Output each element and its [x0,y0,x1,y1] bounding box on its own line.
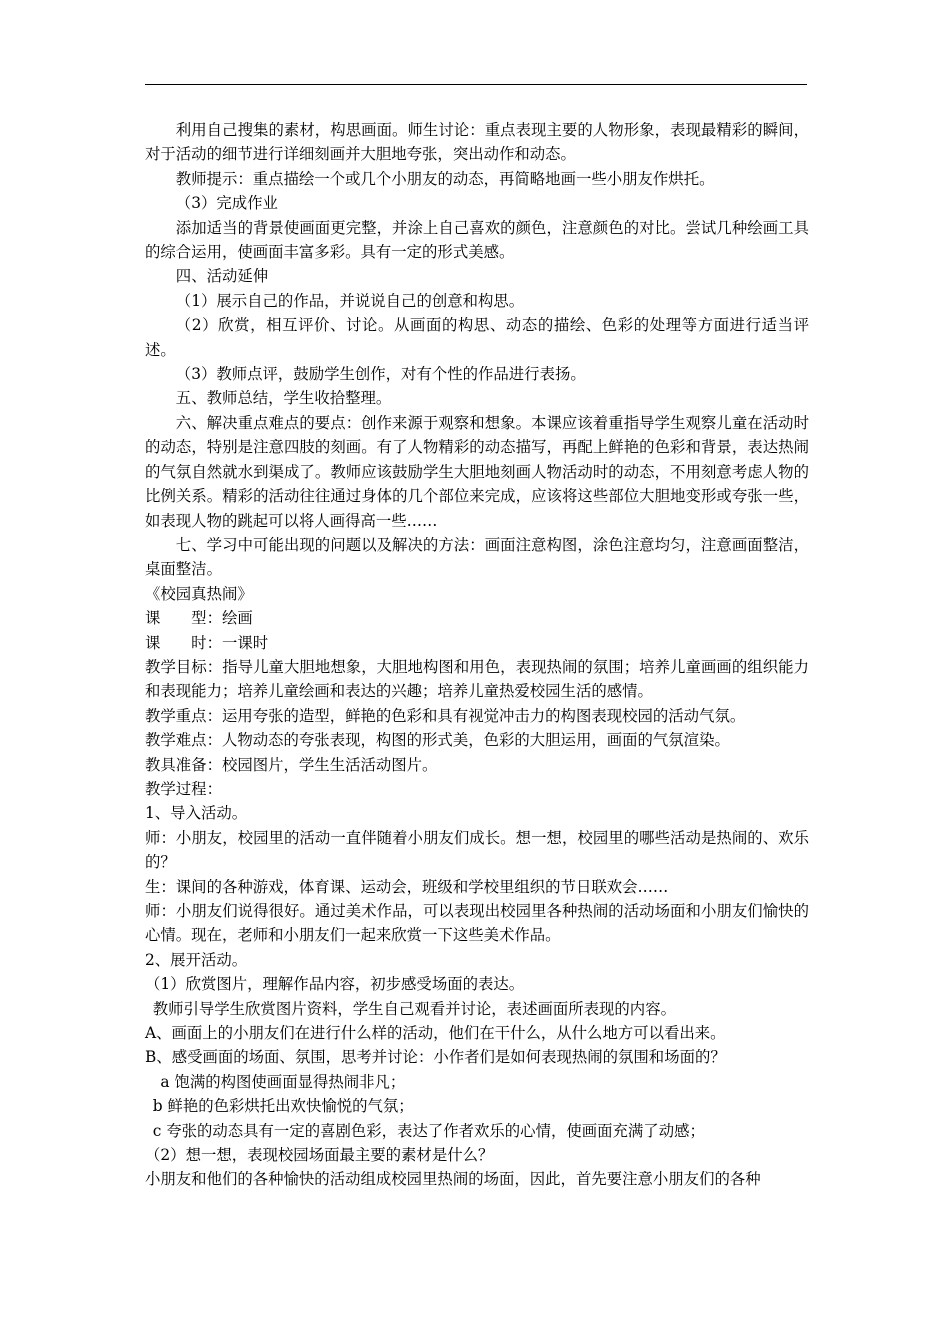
list-item: a 饱满的构图使画面显得热闹非凡； [160,1072,406,1091]
paragraph: （3）教师点评，鼓励学生创作，对有个性的作品进行表扬。 [175,365,586,384]
header-rule [145,84,807,85]
teaching-goals: 教学目标：指导儿童大胆地想象，大胆地构图和用色，表现热闹的氛围；培养儿童画画的组织能力和表现能力；培养儿童绘画和表达的兴趣；培养儿童热爱校园生活的感情。 [145,657,809,701]
paragraph: 七、学习中可能出现的问题以及解决的方法：画面注意构图，涂色注意均匀，注意画面整洁，桌面整洁。 [145,535,809,579]
teaching-process-heading: 教学过程： [145,779,222,798]
paragraph: 教师引导学生欣赏图片资料，学生自己观看并讨论，表述画面所表现的内容。 [152,999,676,1018]
section-heading: 五、教师总结，学生收拾整理。 [175,389,392,408]
paragraph: A、画面上的小朋友们在进行什么样的活动，他们在干什么，从什么地方可以看出来。 [145,1024,726,1043]
paragraph: （1）展示自己的作品，并说说自己的创意和构思。 [175,291,525,310]
list-item: b 鲜艳的色彩烘托出欢快愉悦的气氛； [152,1097,414,1116]
paragraph: （2）欣赏，相互评价、讨论。从画面的构思、动态的描绘、色彩的处理等方面进行适当评述。 [145,316,809,359]
section-heading: 1、导入活动。 [145,804,248,823]
paragraph: 生：课间的各种游戏，体育课、运动会，班级和学校里组织的节日联欢会…… [145,877,669,896]
document-body [145,118,809,1192]
paragraph: 师：小朋友们说得很好。通过美术作品，可以表现出校园里各种热闹的活动场面和小朋友们愉快的心情。现在，老师和小朋友们一起来欣赏一下这些美术作品。 [145,902,809,945]
paragraph: （3）完成作业 [175,194,278,213]
section-heading: 2、展开活动。 [145,950,248,969]
teaching-focus: 教学重点：运用夸张的造型，鲜艳的色彩和具有视觉冲击力的构图表现校园的活动气氛。 [145,706,746,725]
lesson-title: 《校园真热闹》 [145,584,253,603]
teaching-materials: 教具准备：校园图片，学生生活活动图片。 [145,755,438,774]
teaching-difficulty: 教学难点：人物动态的夸张表现，构图的形式美，色彩的大胆运用，画面的气氛渲染。 [145,731,730,750]
paragraph: （2）想一想，表现校园场面最主要的素材是什么？ [145,1146,494,1165]
paragraph: 教师提示：重点描绘一个或几个小朋友的动态，再简略地画一些小朋友作烘托。 [175,169,715,188]
lesson-type: 课 型：绘画 [145,609,253,628]
paragraph: 利用自己搜集的素材，构思画面。师生讨论：重点表现主要的人物形象，表现最精彩的瞬间，对于活动的细节进行详细刻画并大胆地夸张，突出动作和动态。 [145,121,809,164]
list-item: c 夸张的动态具有一定的喜剧色彩，表达了作者欢乐的心情，使画面充满了动感； [152,1121,705,1140]
paragraph: 添加适当的背景使画面更完整，并涂上自己喜欢的颜色，注意颜色的对比。尝试几种绘画工具的综合运用，使画面丰富多彩。具有一定的形式美感。 [145,218,809,262]
lesson-duration: 课 时：一课时 [145,633,269,652]
section-heading: 四、活动延伸 [175,267,269,286]
paragraph: （1）欣赏图片，理解作品内容，初步感受场面的表达。 [145,975,525,994]
paragraph: 小朋友和他们的各种愉快的活动组成校园里热闹的场面，因此，首先要注意小朋友们的各种 [145,1170,761,1189]
paragraph: 师：小朋友，校园里的活动一直伴随着小朋友们成长。想一想，校园里的哪些活动是热闹的、欢乐的？ [145,828,809,872]
paragraph: 六、解决重点难点的要点：创作来源于观察和想象。本课应该着重指导学生观察儿童在活动时的动态，特别是注意四肢的刻画。有了人物精彩的动态描写，再配上鲜艳的色彩和背景，表达热闹的气氛自然就水到渠成了。教师应该鼓励学生大胆地刻画人物活动时的动态，不用刻意考虑人物的比例关系。精彩的活动往往通过身体的几个部位来完成，应该将这些部位大胆地变形或夸张一些，如表现人物的跳起可以将人画得高一些…… [145,413,809,530]
paragraph: B、感受画面的场面、氛围，思考并讨论：小作者们是如何表现热闹的氛围和场面的？ [145,1048,726,1067]
